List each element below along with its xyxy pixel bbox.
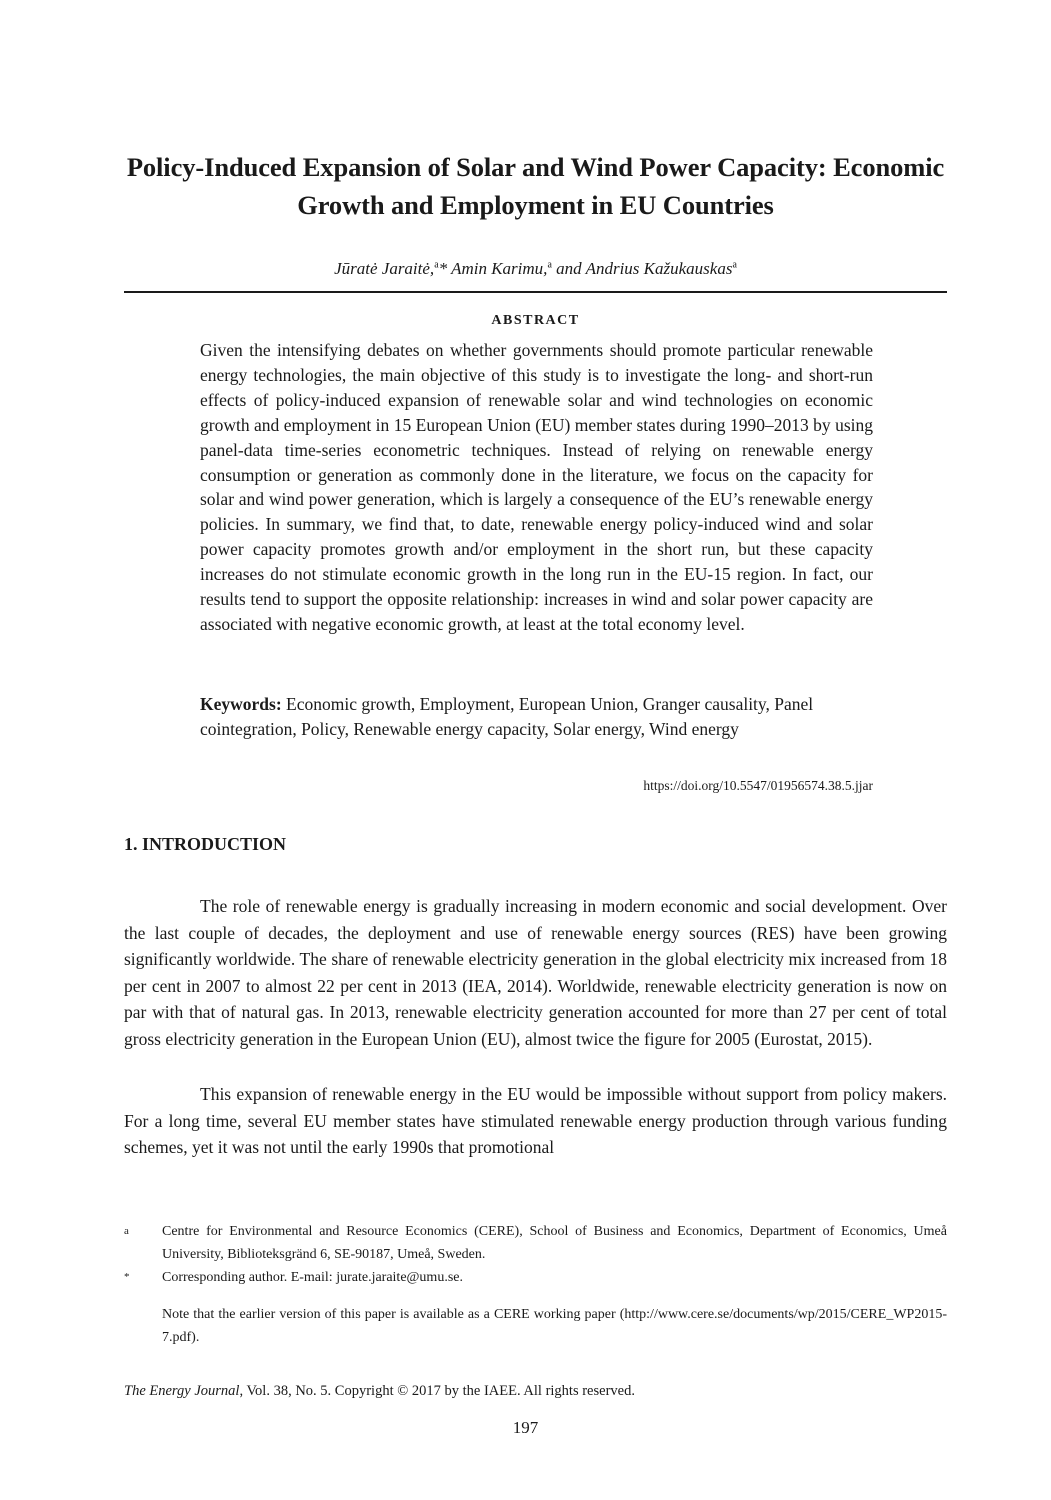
author-1-name: Jūratė Jaraitė, (334, 259, 435, 278)
keywords (200, 692, 873, 742)
author-3-name: and Andrius Kažukauskas (551, 259, 733, 278)
author-3-affiliation-mark: a (732, 259, 737, 271)
journal-name: The Energy Journal (124, 1383, 240, 1399)
footnote-affiliation (124, 1220, 947, 1266)
footnote-mark-star: * (124, 1271, 130, 1283)
footnote-note-text: Note that the earlier version of this paper is available as a CERE working paper (http://www.cere.se/documents/wp/2015/CERE_WP2015-7.pdf). (162, 1307, 947, 1345)
abstract-heading: ABSTRACT (491, 313, 580, 328)
paper-title: Policy-Induced Expansion of Solar and Wind Power Capacity: Economic Growth and Employment in EU Countries (126, 152, 945, 220)
footnote-corresponding-text: Corresponding author. E-mail: jurate.jaraite@umu.se. (162, 1270, 463, 1285)
author-1-affiliation-mark: a (434, 259, 439, 271)
author-2-affiliation-mark: a (547, 259, 552, 271)
abstract-text: Given the intensifying debates on whether governments should promote particular renewable energy technologies, the main objective of this study is to investigate the long- and short-run effects of policy-induced expansion of renewable solar and wind technologies on economic growth and employment in 15 European Union (EU) member states during 1990–2013 by using panel-data time-series econometric techniques. Instead of relying on renewable energy consumption or generation as commonly done in the literature, we focus on the capacity for solar and wind power generation, which is largely a consequence of the EU’s renewable energy policies. In summary, we find that, to date, renewable energy policy-induced wind and solar power capacity promotes growth and/or employment in the short run, but these capacity increases do not stimulate economic growth in the long run in the EU-15 region. In fact, our results tend to support the opposite relationship: increases in wind and solar power capacity are associated with negative economic growth, at least at the total economy level. (200, 340, 873, 634)
keywords-list: Economic growth, Employment, European Union, Granger causality, Panel cointegration, Policy, Renewable energy capacity, Solar energy, Wind energy (200, 694, 814, 739)
intro-paragraph-1: The role of renewable energy is gradually increasing in modern economic and social development. Over the last couple of decades, the deployment and use of renewable energy sources (RES) have been growing significantly worldwide. The share of renewable electricity generation in the global electricity mix increased from 18 per cent in 2007 to almost 22 per cent in 2013 (IEA, 2014). Worldwide, renewable electricity generation is now on par with that of natural gas. In 2013, renewable electricity generation accounted for more than 27 per cent of total gross electricity generation in the European Union (EU), almost twice the figure for 2005 (Eurostat, 2015). (124, 896, 947, 1049)
footnote-affiliation-text: Centre for Environmental and Resource Economics (CERE), School of Business and Economics, Department of Economics, Umeå University, Biblioteksgränd 6, SE-90187, Umeå, Sweden. (162, 1224, 947, 1262)
header-rule (124, 291, 947, 293)
footnote-mark-a: a (124, 1225, 129, 1237)
footnotes (124, 1220, 947, 1349)
journal-copyright-line (124, 1381, 635, 1401)
journal-copyright: , Vol. 38, No. 5. Copyright © 2017 by the IAEE. All rights reserved. (239, 1383, 635, 1399)
footnote-working-paper-note (124, 1303, 947, 1349)
intro-paragraph-2: This expansion of renewable energy in the EU would be impossible without support from policy makers. For a long time, several EU member states have stimulated renewable energy production through various funding schemes, yet it was not until the early 1990s that promotional (124, 1084, 947, 1158)
keywords-label: Keywords: (200, 694, 282, 714)
author-2-name: Amin Karimu, (447, 259, 548, 278)
page-number: 197 (512, 1418, 539, 1437)
section-heading-introduction: 1. INTRODUCTION (124, 834, 287, 854)
corresponding-author-mark: * (438, 259, 448, 278)
footnote-corresponding (124, 1266, 947, 1289)
author-line (110, 256, 961, 282)
doi-link[interactable]: https://doi.org/10.5547/01956574.38.5.jjar (643, 778, 873, 793)
